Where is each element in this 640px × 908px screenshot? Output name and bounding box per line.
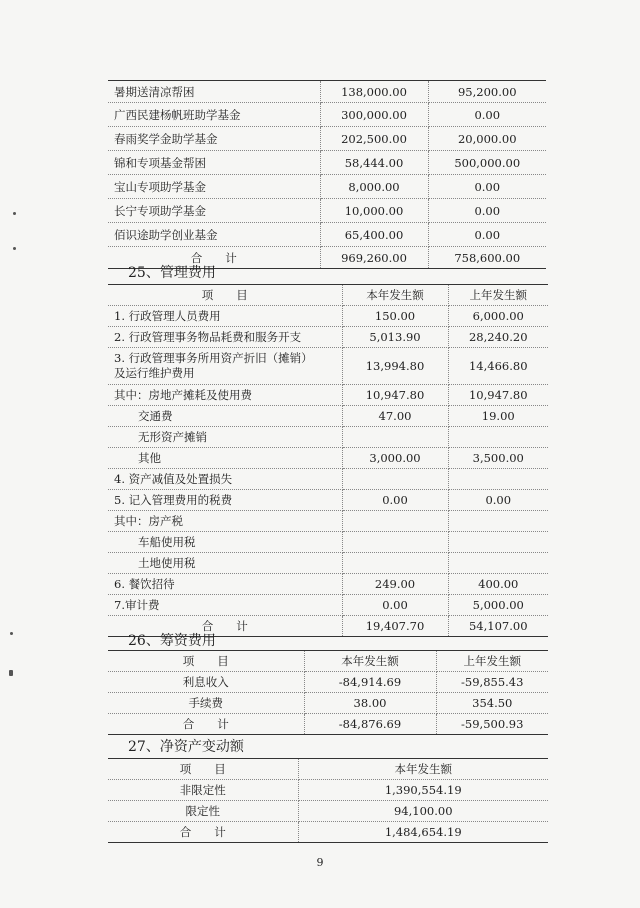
table-row: 7.审计费 0.00 5,000.00 — [108, 595, 548, 616]
net-assets-change-table — [108, 758, 548, 843]
table-header-row: 项 目 本年发生额 上年发生额 — [108, 285, 548, 306]
table-row: 3. 行政管理事务所用资产折旧（摊销） 及运行维护费用 13,994.80 14,466.80 — [108, 348, 548, 385]
scan-mark — [13, 247, 16, 250]
admin-expense-table — [108, 284, 548, 637]
scan-mark — [9, 670, 13, 676]
table-row: 利息收入 -84,914.69 -59,855.43 — [108, 672, 548, 693]
table-row: 1. 行政管理人员费用 150.00 6,000.00 — [108, 306, 548, 327]
table-row: 春雨奖学金助学基金 202,500.00 20,000.00 — [108, 127, 546, 151]
table-row: 6. 餐饮招待 249.00 400.00 — [108, 574, 548, 595]
total-row: 合 计 19,407.70 54,107.00 — [108, 616, 548, 637]
total-row: 合 计 1,484,654.19 — [108, 822, 548, 843]
table-row: 其中：房产税 — [108, 511, 548, 532]
table-row: 广西民建杨帆班助学基金 300,000.00 0.00 — [108, 103, 546, 127]
table-row: 4. 资产减值及处置损失 — [108, 469, 548, 490]
scan-mark — [13, 212, 16, 215]
scan-mark — [10, 632, 13, 635]
table-row: 限定性 94,100.00 — [108, 801, 548, 822]
table-row: 其他 3,000.00 3,500.00 — [108, 448, 548, 469]
table-header-row: 项 目 本年发生额 — [108, 759, 548, 780]
table-row: 无形资产摊销 — [108, 427, 548, 448]
table-row: 2. 行政管理事务物品耗费和服务开支 5,013.90 28,240.20 — [108, 327, 548, 348]
table-row: 交通费 47.00 19.00 — [108, 406, 548, 427]
total-row: 合 计 -84,876.69 -59,500.93 — [108, 714, 548, 735]
table-row: 手续费 38.00 354.50 — [108, 693, 548, 714]
table-row: 宝山专项助学基金 8,000.00 0.00 — [108, 175, 546, 199]
table-row: 土地使用税 — [108, 553, 548, 574]
table-row: 长宁专项助学基金 10,000.00 0.00 — [108, 199, 546, 223]
section-title: 27、净资产变动额 — [128, 739, 244, 755]
table-row: 非限定性 1,390,554.19 — [108, 780, 548, 801]
section-title: 26、筹资费用 — [128, 633, 216, 649]
table-row: 其中：房地产摊耗及使用费 10,947.80 10,947.80 — [108, 385, 548, 406]
table-row: 锦和专项基金帮困 58,444.00 500,000.00 — [108, 151, 546, 175]
page-number: 9 — [316, 856, 324, 869]
financing-expense-table — [108, 650, 548, 735]
table-row: 暑期送清凉帮困 138,000.00 95,200.00 — [108, 81, 546, 103]
table-header-row: 项 目 本年发生额 上年发生额 — [108, 651, 548, 672]
fund-table — [108, 80, 546, 269]
table-row: 5. 记入管理费用的税费 0.00 0.00 — [108, 490, 548, 511]
table-row: 车船使用税 — [108, 532, 548, 553]
table-row: 佰识途助学创业基金 65,400.00 0.00 — [108, 223, 546, 247]
section-title: 25、管理费用 — [128, 265, 216, 281]
total-row: 合 计 969,260.00 758,600.00 — [108, 247, 546, 269]
